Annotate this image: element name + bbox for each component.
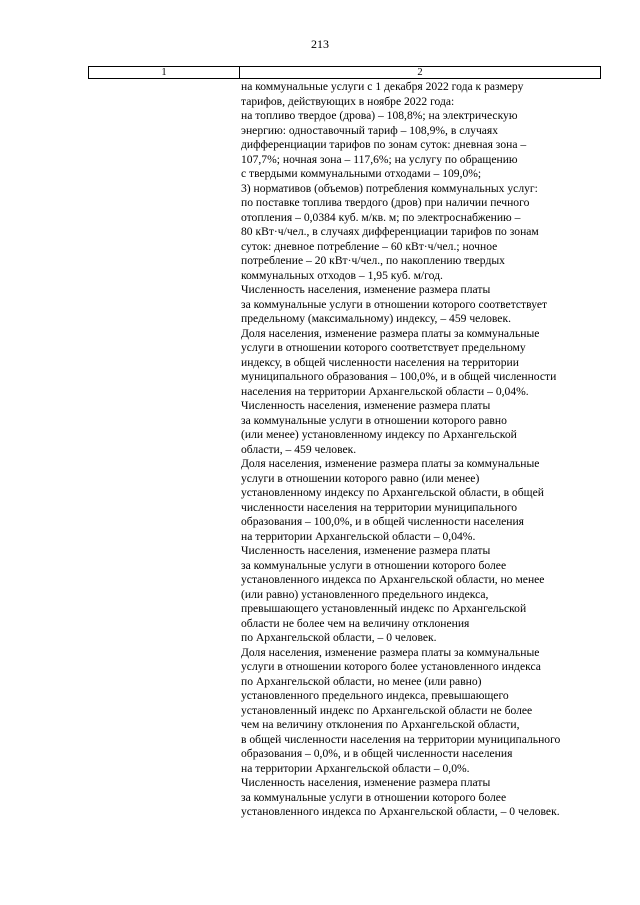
text-line: за коммунальные услуги в отношении которого равно: [241, 413, 507, 427]
text-line: (или равно) установленного предельного индекса,: [241, 587, 489, 601]
text-line: услуги в отношении которого соответствует предельному: [241, 341, 526, 354]
text-line: области, – 459 человек.: [241, 442, 357, 456]
text-line: образования – 0,0%, и в общей численности населения: [241, 747, 513, 760]
text-line: муниципального образования – 100,0%, и в общей численности: [241, 370, 557, 383]
text-line: предельному (максимальному) индексу, – 459 человек.: [241, 312, 511, 325]
column-header-2: 2: [240, 67, 601, 79]
text-line: энергию: одноставочный тариф – 108,9%, в случаях: [241, 123, 499, 137]
text-line: за коммунальные услуги в отношении которого соответствует: [241, 297, 548, 311]
column-header-row: [89, 67, 601, 79]
text-line: чем на величину отклонения по Архангельской области,: [241, 718, 520, 731]
page-number: 213: [311, 37, 329, 51]
text-line: превышающего установленный индекс по Архангельской: [241, 602, 527, 615]
text-line: Доля населения, изменение размера платы за коммунальные: [241, 326, 540, 340]
text-line: образования – 100,0%, и в общей численности населения: [241, 515, 525, 528]
text-line: дифференциации тарифов по зонам суток: дневная зона –: [241, 138, 527, 151]
column-header-table: [88, 66, 601, 79]
text-line: 107,7%; ночная зона – 117,6%; на услугу по обращению: [241, 152, 518, 166]
text-line: (или менее) установленному индексу по Архангельской: [241, 428, 517, 441]
text-line: на территории Архангельской области – 0,04%.: [241, 529, 476, 543]
text-line: Численность населения, изменение размера платы: [241, 776, 491, 789]
text-line: с твердыми коммунальными отходами – 109,0%;: [241, 167, 482, 180]
text-line: установленный индекс по Архангельской области не более: [241, 703, 533, 717]
text-line: Доля населения, изменение размера платы за коммунальные: [241, 645, 540, 659]
text-line: Численность населения, изменение размера платы: [241, 544, 491, 557]
text-line: отопления – 0,0384 куб. м/кв. м; по электроснабжению –: [241, 210, 521, 224]
text-line: области не более чем на величину отклонения: [241, 616, 470, 630]
text-line: установленного индекса по Архангельской области, – 0 человек.: [241, 805, 560, 818]
text-line: суток: дневное потребление – 60 кВт·ч/чел.; ночное: [241, 239, 498, 253]
text-line: по Архангельской области, – 0 человек.: [241, 631, 437, 644]
text-line: установленного предельного индекса, превышающего: [241, 689, 509, 702]
text-line: на коммунальные услуги с 1 декабря 2022 года к размеру: [241, 80, 524, 93]
text-line: Доля населения, изменение размера платы за коммунальные: [241, 457, 540, 470]
text-line: тарифов, действующих в ноябре 2022 года:: [241, 94, 455, 108]
text-line: за коммунальные услуги в отношении которого более: [241, 790, 507, 804]
text-line: коммунальных отходов – 1,95 куб. м/год.: [241, 268, 443, 282]
text-line: по Архангельской области, но менее (или равно): [241, 674, 482, 688]
text-line: Численность населения, изменение размера платы: [241, 399, 491, 412]
text-line: установленного индекса по Архангельской области, но менее: [241, 573, 545, 586]
text-line: установленному индексу по Архангельской области, в общей: [241, 486, 544, 499]
text-line: за коммунальные услуги в отношении которого более: [241, 558, 507, 572]
text-line: услуги в отношении которого равно (или менее): [241, 471, 480, 485]
column-header-1: 1: [89, 67, 240, 79]
text-line: по поставке топлива твердого (дров) при наличии печного: [241, 196, 530, 209]
text-line: потребление – 20 кВт·ч/чел., по накоплению твердых: [241, 254, 505, 267]
text-line: в общей численности населения на территории муниципального: [241, 732, 561, 746]
text-line: Численность населения, изменение размера платы: [241, 283, 491, 296]
text-line: услуги в отношении которого более установленного индекса: [241, 660, 541, 673]
text-line: 80 кВт·ч/чел., в случаях дифференциации тарифов по зонам: [241, 225, 539, 238]
text-line: на топливо твердое (дрова) – 108,8%; на электрическую: [241, 109, 518, 122]
text-line: 3) нормативов (объемов) потребления коммунальных услуг:: [241, 181, 538, 195]
text-line: численности населения на территории муниципального: [241, 500, 518, 514]
text-line: индексу, в общей численности населения на территории: [241, 355, 519, 369]
text-line: на территории Архангельской области – 0,0%.: [241, 761, 470, 775]
text-line: населения на территории Архангельской области – 0,04%.: [241, 384, 529, 398]
document-body-text: [241, 80, 606, 820]
